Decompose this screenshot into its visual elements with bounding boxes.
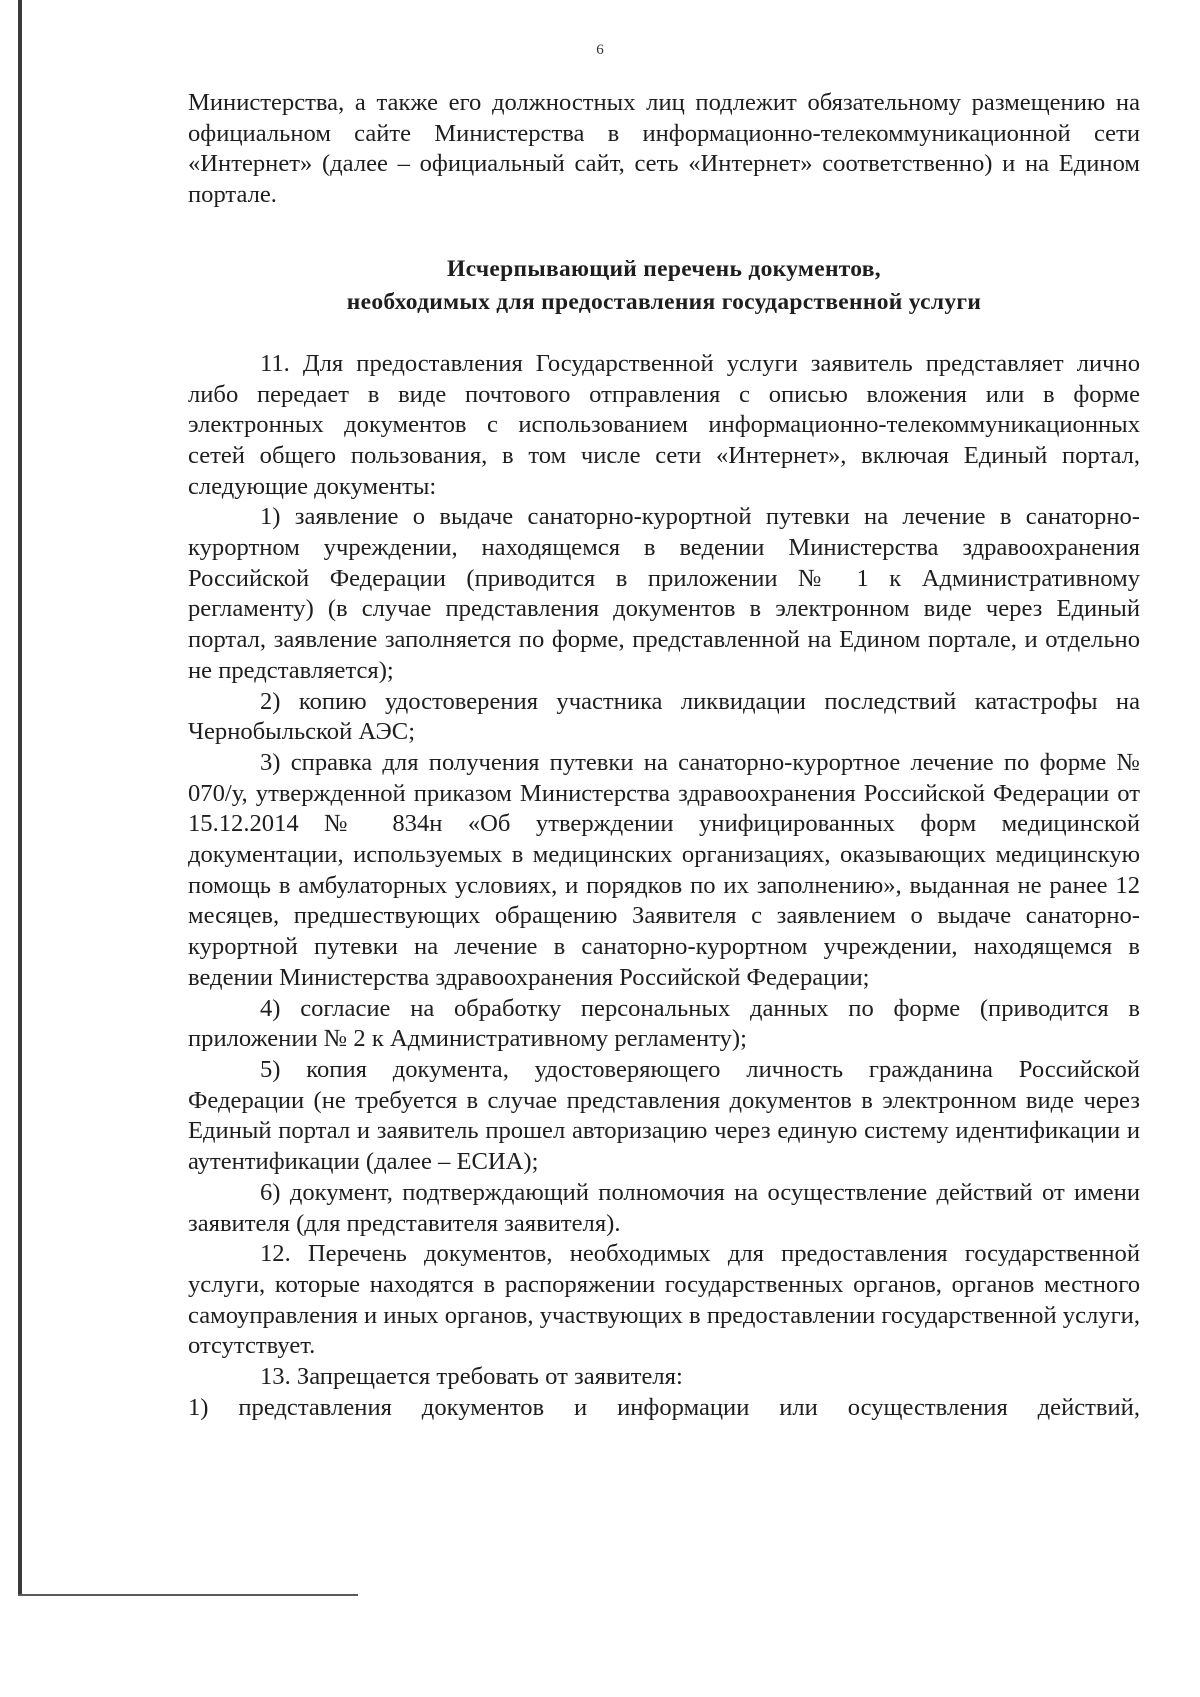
list-item-4: 4) согласие на обработку персональных данных по форме (приводится в приложении № 2 к Административному регламенту); — [188, 994, 1140, 1053]
section-heading — [188, 253, 1140, 319]
section-heading-line-2: необходимых для предоставления государственной услуги — [346, 288, 982, 315]
list-item-5: 5) копия документа, удостоверяющего личность гражданина Российской Федерации (не требуется в случае представления документов в электронном виде через Единый портал и заявитель прошел авторизацию через единую систему идентификации и аутентификации (далее – ЕСИА); — [188, 1055, 1140, 1176]
list-item-1: 1) заявление о выдаче санаторно-курортной путевки на лечение в санаторно-курортном учреждении, находящемся в ведении Министерства здравоохранения Российской Федерации (приводится в приложении № 1 к Административному регламенту) (в случае представления документов в электронном виде через Единый портал, заявление заполняется по форме, представленной на Едином портале, и отдельно не представляется); — [188, 503, 1140, 684]
paragraph-13-item-1: 1) представления документов и информации или осуществления действий, — [188, 1393, 1140, 1421]
document-body — [188, 88, 1140, 1423]
list-item-6: 6) документ, подтверждающий полномочия на осуществление действий от имени заявителя (для представителя заявителя). — [188, 1178, 1140, 1237]
intro-paragraph: Министерства, а также его должностных лиц подлежит обязательному размещению на официальном сайте Министерства в информационно-телекоммуникационной сети «Интернет» (далее – официальный сайт, сеть «Интернет» соответственно) и на Едином портале. — [188, 89, 1140, 209]
scan-border-left — [18, 0, 22, 1596]
section-heading-line-1: Исчерпывающий перечень документов, — [447, 255, 881, 282]
paragraph-12: 12. Перечень документов, необходимых для предоставления государственной услуги, которые находятся в распоряжении государственных органов, органов местного самоуправления и иных органов, участвующих в предоставлении государственной услуги, отсутствует. — [188, 1240, 1140, 1360]
list-item-3: 3) справка для получения путевки на санаторно-курортное лечение по форме № 070/у, утвержденной приказом Министерства здравоохранения Российской Федерации от 15.12.2014 № 834н «Об утверждении унифицированных форм медицинской документации, используемых в медицинских организациях, оказывающих медицинскую помощь в амбулаторных условиях, и порядков по их заполнению», выданная не ранее 12 месяцев, предшествующих обращению Заявителя с заявлением о выдаче санаторно-курортной путевки на лечение в санаторно-курортном учреждении, находящемся в ведении Министерства здравоохранения Российской Федерации; — [188, 748, 1140, 991]
scan-border-bottom — [18, 1594, 358, 1596]
list-item-2: 2) копию удостоверения участника ликвидации последствий катастрофы на Чернобыльской АЭС; — [188, 687, 1140, 746]
paragraph-11: 11. Для предоставления Государственной услуги заявитель представляет лично либо передает в виде почтового отправления с описью вложения или в форме электронных документов с использованием информационно-телекоммуникационных сетей общего пользования, в том числе сети «Интернет», включая Единый портал, следующие документы: — [188, 349, 1140, 500]
page-number: 6 — [596, 42, 604, 58]
paragraph-13: 13. Запрещается требовать от заявителя: — [260, 1363, 683, 1391]
